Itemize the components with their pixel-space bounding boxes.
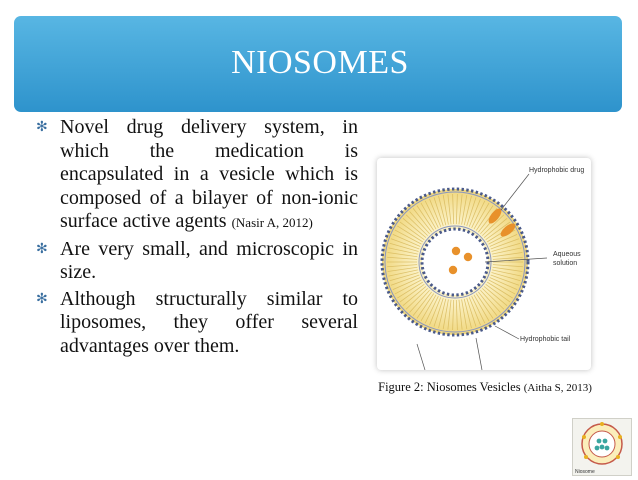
label-solution: solution <box>553 260 578 267</box>
slide-title: NIOSOMES <box>231 44 409 81</box>
bullet-item <box>36 288 358 359</box>
bullet-text: Are very small, and microscopic in size. <box>60 237 358 283</box>
bullet-citation: (Nasir A, 2012) <box>231 215 313 230</box>
caption-citation: (Aitha S, 2013) <box>523 382 592 394</box>
niosome-thumbnail-icon <box>573 419 631 475</box>
figure-caption <box>340 380 630 395</box>
niosome-figure <box>377 158 591 370</box>
bullet-list <box>36 116 358 361</box>
asterisk-bullet-icon: ✻ <box>36 120 48 135</box>
hydrophilic-drug <box>452 247 460 255</box>
aqueous-core <box>424 231 486 293</box>
bullet-item <box>36 116 358 235</box>
bullet-item <box>36 238 358 285</box>
bullet-text: Novel drug delivery system, in which the medication is encapsulated in a vesicle which is composed of a bilayer of non-ionic surface active agents <box>60 116 358 232</box>
niosome-thumbnail <box>572 418 632 476</box>
bullet-text: Although structurally similar to liposomes, they offer several advantages over them. <box>60 287 358 357</box>
asterisk-bullet-icon: ✻ <box>36 291 48 307</box>
hydrophilic-drug <box>464 253 472 261</box>
label-aqueous: Aqueous <box>553 251 581 258</box>
thumbnail-label: Niosome <box>575 469 595 475</box>
label-hydrophobic-tail: Hydrophobic tail <box>520 336 571 343</box>
niosome-vesicle-diagram <box>377 158 591 370</box>
label-hydrophobic-drug: Hydrophobic drug <box>529 167 585 174</box>
hydrophilic-drug <box>449 266 457 274</box>
caption-main: Figure 2: Niosomes Vesicles <box>378 380 521 394</box>
asterisk-bullet-icon: ✻ <box>36 241 48 257</box>
